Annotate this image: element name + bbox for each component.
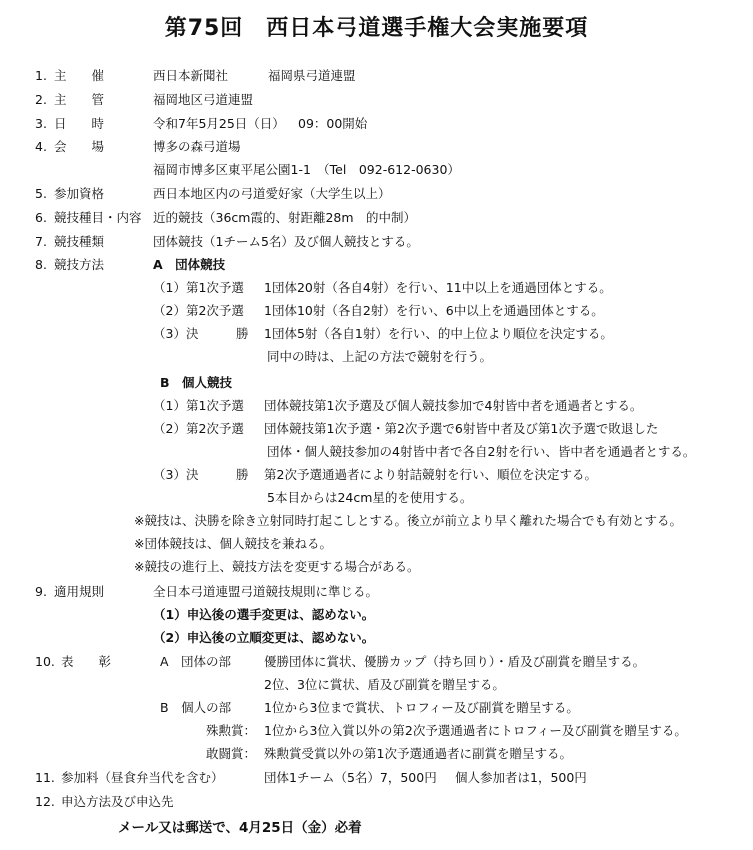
rules-text: 全日本弓道連盟弓道競技規則に準じる。	[153, 584, 379, 599]
individual-round1-text: 団体競技第1次予選及び個人競技参加で4射皆中者を通過者とする。	[264, 398, 643, 413]
team-award-text-2: 2位、3位に賞状、盾及び副賞を贈呈する。	[264, 677, 505, 692]
section-1-label: 主 催	[54, 68, 105, 83]
individual-final-text: 第2次予選通過者により射詰競射を行い、順位を決定する。	[264, 467, 597, 482]
rule-2: （2）申込後の立順変更は、認めない。	[153, 630, 375, 645]
event-content: 近的競技（36cm霞的、射距離28m 的中制）	[153, 210, 417, 225]
kanto-award-label: 敢闘賞：	[206, 746, 257, 761]
rule-1: （1）申込後の選手変更は、認めない。	[153, 607, 375, 622]
individual-round2-text: 団体競技第1次予選・第2次予選で6射皆中者及び第1次予選で敗退した	[264, 421, 659, 436]
team-award-text-1: 優勝団体に賞状、優勝カップ（持ち回り）・盾及び副賞を贈呈する。	[264, 654, 646, 669]
document-title: 第75回 西日本弓道選手権大会実施要項	[164, 16, 589, 41]
note-1: ※競技は、決勝を除き立射同時打起こしとする。後立が前立より早く離れた場合でも有効とする。	[134, 513, 682, 528]
section-4-label: 会 場	[54, 139, 105, 154]
eligibility: 西日本地区内の弓道愛好家（大学生以上）	[153, 186, 391, 201]
section-1-number: 1.	[35, 68, 47, 83]
section-9-label: 適用規則	[54, 584, 105, 599]
individual-competition-heading: B 個人競技	[160, 375, 233, 390]
individual-fee: 個人参加者は1，500円	[455, 770, 587, 785]
individual-final-note: 5本目からは24cm星的を使用する。	[267, 490, 473, 505]
section-11-number: 11.	[35, 770, 55, 785]
section-3-number: 3.	[35, 116, 47, 131]
team-award-heading: A 団体の部	[160, 654, 232, 669]
event-date: 令和7年5月25日（日）	[153, 116, 285, 131]
section-5-label: 参加資格	[54, 186, 105, 201]
section-8-number: 8.	[35, 257, 47, 272]
venue-address: 福岡市博多区東平尾公園1-1 （Tel 092-612-0630）	[153, 162, 460, 177]
kanto-award-text: 殊勲賞受賞以外の第1次予選通過者に副賞を贈呈する。	[264, 746, 572, 761]
individual-final-label: （3）決 勝	[153, 467, 249, 482]
section-9-number: 9.	[35, 584, 47, 599]
team-round2-text: 1団体10射（各自2射）を行い、6中以上を通過団体とする。	[264, 303, 604, 318]
shukun-award-label: 殊勲賞：	[206, 723, 257, 738]
section-7-label: 競技種類	[54, 234, 105, 249]
section-10-number: 10.	[35, 654, 55, 669]
manager: 福岡地区弓道連盟	[153, 92, 254, 107]
team-competition-heading: A 団体競技	[153, 257, 226, 272]
section-10-label: 表 彰	[61, 654, 112, 669]
section-12-label: 申込方法及び申込先	[61, 794, 174, 809]
shukun-award-text: 1位から3位入賞以外の第2次予選通過者にトロフィー及び副賞を贈呈する。	[264, 723, 687, 738]
section-12-number: 12.	[35, 794, 55, 809]
section-3-label: 日 時	[54, 116, 105, 131]
team-round1-label: （1）第1次予選	[153, 280, 244, 295]
application-deadline: メール又は郵送で、4月25日（金）必着	[118, 820, 362, 836]
individual-award-text: 1位から3位まで賞状、トロフィー及び副賞を贈呈する。	[264, 700, 579, 715]
section-4-number: 4.	[35, 139, 47, 154]
organizer-2: 福岡県弓道連盟	[268, 68, 356, 83]
section-6-label: 競技種目・内容	[54, 210, 142, 225]
section-7-number: 7.	[35, 234, 47, 249]
note-3: ※競技の進行上、競技方法を変更する場合がある。	[134, 559, 420, 574]
individual-round2-label: （2）第2次予選	[153, 421, 244, 436]
note-2: ※団体競技は、個人競技を兼ねる。	[134, 536, 332, 551]
team-round2-label: （2）第2次予選	[153, 303, 244, 318]
organizer-1: 西日本新聞社	[153, 68, 229, 83]
individual-round1-label: （1）第1次予選	[153, 398, 244, 413]
section-6-number: 6.	[35, 210, 47, 225]
individual-round2-cont: 団体・個人競技参加の4射皆中者で各自2射を行い、皆中者を通過者とする。	[267, 444, 696, 459]
individual-award-heading: B 個人の部	[160, 700, 232, 715]
venue-name: 博多の森弓道場	[153, 139, 241, 154]
section-2-label: 主 管	[54, 92, 105, 107]
team-round1-text: 1団体20射（各自4射）を行い、11中以上を通過団体とする。	[264, 280, 612, 295]
section-8-label: 競技方法	[54, 257, 105, 272]
section-11-label: 参加料（昼食弁当代を含む）	[61, 770, 224, 785]
team-final-note: 同中の時は、上記の方法で競射を行う。	[267, 349, 493, 364]
section-2-number: 2.	[35, 92, 47, 107]
competition-types: 団体競技（1チーム5名）及び個人競技とする。	[153, 234, 419, 249]
team-final-label: （3）決 勝	[153, 326, 249, 341]
team-fee: 団体1チーム（5名）7，500円	[264, 770, 437, 785]
event-start-time: 09：00開始	[298, 116, 368, 131]
team-final-text: 1団体5射（各自1射）を行い、的中上位より順位を決定する。	[264, 326, 613, 341]
section-5-number: 5.	[35, 186, 47, 201]
